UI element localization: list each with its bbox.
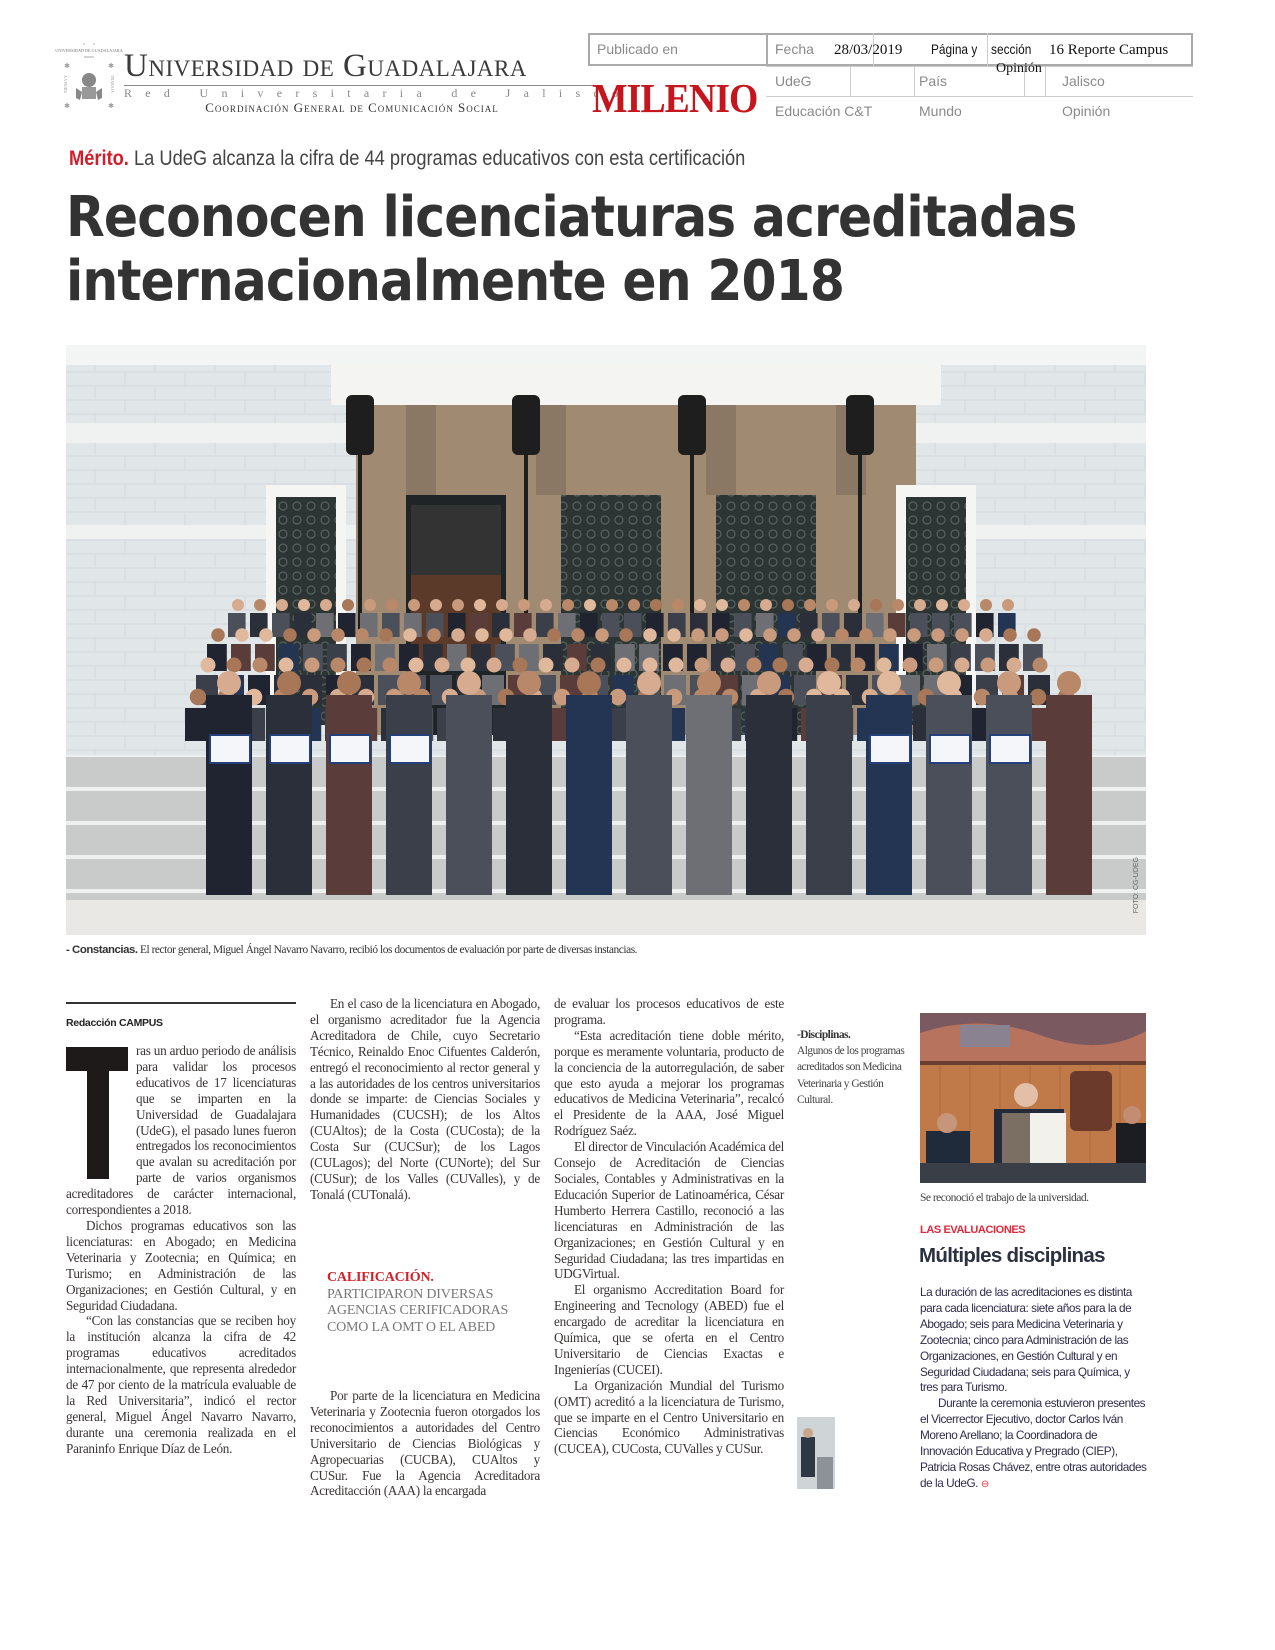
- caption-tag: - Constancias.: [66, 944, 138, 956]
- group-photo-illustration: [66, 345, 1146, 935]
- column-4: [920, 1285, 1150, 1493]
- column-3: [554, 996, 784, 1457]
- end-mark-icon: ⊖: [980, 1478, 989, 1490]
- column-1: [66, 1043, 296, 1457]
- photo-credit: FOTO: CG-UDEG: [1133, 856, 1140, 913]
- milenio-logo: MILENIO: [592, 75, 758, 121]
- dropcap: [66, 1047, 128, 1179]
- paragraph-text: Durante la ceremonia estuvieron presentes el Vicerrector Ejecutivo, doctor Carlos Iván Moreno Arellano; la Coordinadora de Innovación Educativa y Pregrado (CIEP), Patricia Rosas Chávez, entre otras autoridades de la UdeG.: [920, 1396, 1147, 1490]
- ceremony-photo-caption: Se reconoció el trabajo de la universidad.: [920, 1191, 1089, 1204]
- paragraph: ras un arduo periodo de análisis para validar los procesos educativos de 17 licenciaturas que se imparten en la Universidad de Guadalajara (UdeG), el pasado lunes fueron entregados los reconocimientos que avalan su acreditación por parte de varios organismos acreditadores de carácter internacional, correspondientes a 2018.: [66, 1043, 296, 1218]
- paragraph: El organismo Accreditation Board for Engineering and Tecnology (ABED) fue el encargado de acreditar la licenciatura en Química, que se oferta en el Centro Universitario de Ciencias Exactas e Ingenierías (CUCEI).: [554, 1282, 784, 1377]
- column-2-bottom: [310, 1388, 540, 1499]
- page-section-value: 16 Reporte Campus: [1049, 42, 1169, 58]
- university-name: Universidad de Guadalajara: [124, 48, 594, 86]
- paragraph: Por parte de la licenciatura en Medicina Veterinaria y Zootecnia fueron otorgados los reconocimientos a autoridades del Centro Universitario de Ciencias Biológicas y Agropecuarias (CUCBA), CUAltos y CUSur. Fue la Agencia Acreditadora Acreditacción (AAA) la encargada: [310, 1388, 540, 1499]
- paragraph: La Organización Mundial del Turismo (OMT) acreditó a la licenciatura de Turismo, que se imparte en el Centro Universitario en Ciencias Económico Administrativas (CUCEA), CUCosta, CUValles y CUSur.: [554, 1377, 784, 1457]
- svg-text:✱: ✱: [64, 102, 70, 110]
- paragraph: “Esta acreditación tiene doble mérito, porque es meramente voluntaria, producto de la conciencia de la autorregulación, de saber que esto ayuda a mejorar los programas educativos de Medicina Veterinaria”, recalcó el Presidente de la AAA, José Miguel Rodríguez Saéz.: [554, 1027, 784, 1139]
- paragraph: El director de Vinculación Académica del Consejo de Acreditación de Ciencias Sociales, Contables y Administrativas en la Educación Superior de Latinoamérica, César Humberto Herrera Castillo, reconoció a las licenciaturas en Administración de las Organizaciones; en Gestión Cultural y en Seguridad Ciudadana; las tres impartidas en UDGVirtual.: [554, 1139, 784, 1282]
- page-section-label-1: Página y: [931, 41, 978, 57]
- section-opinion: Opinión: [1062, 103, 1111, 119]
- kicker: [69, 147, 745, 171]
- pull-quote-text: PARTICIPARON DIVERSAS AGENCIAS CERIFICADORAS COMO LA OMT O EL ABED: [327, 1286, 509, 1335]
- ceremony-photo: [920, 1013, 1146, 1181]
- logo-text: UNIVERSIDAD DE GUADALAJARA: [55, 48, 123, 53]
- section-pais: País: [919, 73, 948, 89]
- headline: [66, 186, 1101, 314]
- section-jalisco: Jalisco: [1062, 73, 1105, 89]
- paragraph: La duración de las acreditaciones es distinta para cada licenciatura: siete años para la de Abogado; seis para Medicina Veterinaria y Zootecnia; cinco para Administración de las Organizaciones, en Gestión Cultural y en Seguridad Ciudadana; seis para Química, y tres para Turismo.: [920, 1285, 1132, 1395]
- divider: [66, 1002, 296, 1004]
- side-caption: [797, 1027, 907, 1108]
- section-title: Múltiples disciplinas: [919, 1244, 1105, 1267]
- published-in-label: Publicado en: [597, 41, 678, 57]
- network-name: Red Universitaria de Jalisco: [124, 86, 632, 100]
- headline-line-1: Reconocen licenciaturas acreditadas: [66, 185, 1077, 250]
- section-mundo: Mundo: [919, 103, 962, 119]
- logo-side-left: PIENSA Y: [63, 75, 68, 93]
- coordination-name: Coordinación General de Comunicación Social: [205, 100, 499, 115]
- paragraph: En el caso de la licenciatura en Abogado, el organismo acreditador fue la Agencia Acreditadora de Chile, cuyo Secretario Técnico, Reinaldo Enoc Cifuentes Calderón, entregó el reconocimiento al rector general y a las autoridades de los centros universitarios donde se imparte: de Ciencias Sociales y Humanidades (CUCSH); de los Altos (CUAltos); de la Costa (CUCosta); de la Costa Sur (CUCSur); de los Lagos (CULagos); del Norte (CUNorte); del Sur (CUSur); de los Valles (CUValles), y de Tonalá (CUTonalá).: [310, 996, 540, 1202]
- kicker-text: La UdeG alcanza la cifra de 44 programas educativos con esta certificación: [133, 147, 746, 170]
- udg-logo: [55, 40, 123, 118]
- kicker-tag: Mérito.: [69, 147, 129, 170]
- svg-text:✱: ✱: [108, 62, 114, 70]
- byline: Redacción CAMPUS: [66, 1017, 163, 1029]
- section-extra: Opinión: [996, 61, 1042, 76]
- logo-side-right: TRABAJA: [110, 74, 115, 94]
- paragraph: “Con las constancias que se reciben hoy la institución alcanza la cifra de 42 programas educativos acreditados internacionalmente, que representa alrededor de 47 por ciento de la matrícula evaluable de la Red Universitaria”, indicó el rector general, Miguel Ángel Navarro Navarro, durante una ceremonia realizada en el Paraninfo Enrique Díaz de León.: [66, 1313, 296, 1456]
- thumbnail-photo: [797, 1417, 835, 1489]
- pull-quote-title: CALIFICACIÓN.: [327, 1270, 434, 1285]
- side-caption-tag: -Disciplinas.: [797, 1029, 851, 1041]
- photo-caption: [66, 944, 1146, 956]
- main-photo: [66, 345, 1146, 935]
- caption-text: El rector general, Miguel Ángel Navarro Navarro, recibió los documentos de evaluación por parte de diversas instancias.: [139, 944, 638, 956]
- date-label: Fecha: [775, 41, 814, 57]
- section-label: LAS EVALUACIONES: [920, 1224, 1026, 1236]
- page-section-label-2: sección: [991, 41, 1032, 57]
- svg-text:✱: ✱: [64, 62, 70, 70]
- section-educacion: Educación C&T: [775, 103, 873, 119]
- svg-text:✱: ✱: [108, 102, 114, 110]
- paragraph: [920, 1396, 1150, 1492]
- side-caption-text: Algunos de los programas acreditados son Medicina Veterinaria y Gestión Cultural.: [797, 1045, 905, 1106]
- paragraph: Dichos programas educativos son las licenciaturas: en Abogado; en Medicina Veterinaria y Zootecnia; en Química; en Turismo; en Administración de las Organizaciones; en Gestión Cultural, y en Seguridad Ciudadana.: [66, 1217, 296, 1313]
- paragraph: de evaluar los procesos educativos de este programa.: [554, 996, 784, 1027]
- pull-quote: [327, 1270, 537, 1336]
- headline-line-2: internacionalmente en 2018: [66, 249, 845, 314]
- udg-masthead: [124, 48, 632, 116]
- section-udeg: UdeG: [775, 73, 812, 89]
- date-value: 28/03/2019: [834, 42, 903, 58]
- column-2-top: [310, 996, 540, 1203]
